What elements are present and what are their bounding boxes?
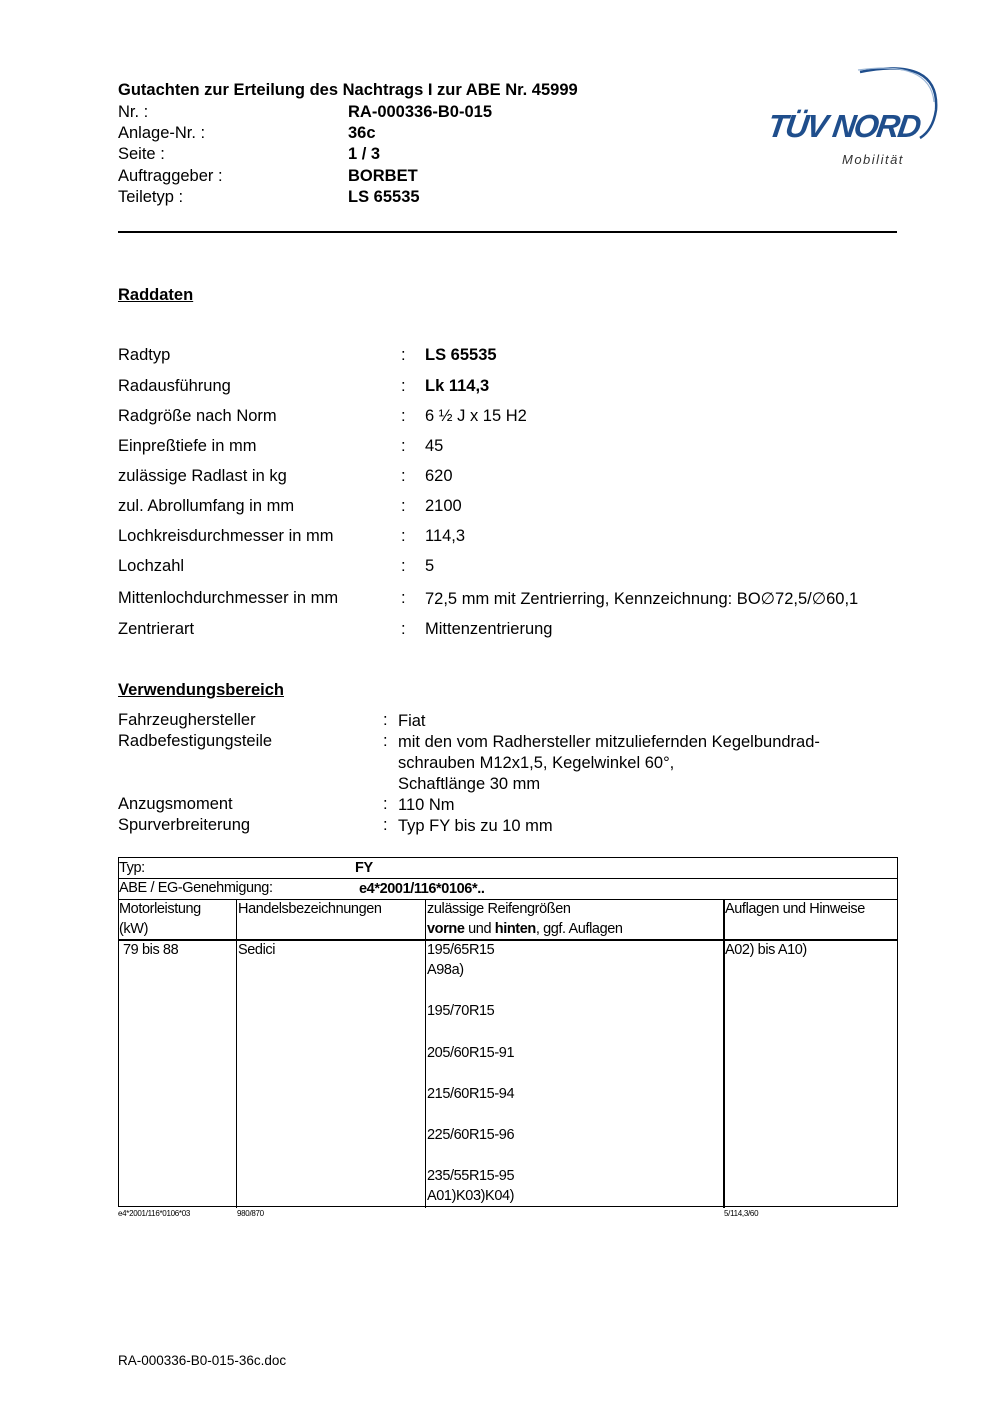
zentrierart-label: Zentrierart [118,620,195,638]
radausfuehrung-label: Radausführung [118,377,231,395]
tyre-note: A98a) [427,962,464,978]
radtyp-label: Radtyp [118,346,171,364]
document-filename: RA-000336-B0-015-36c.doc [118,1353,287,1368]
tyre-size: 215/60R15-94 [427,1086,515,1102]
radbefestigung-label: Radbefestigungsteile [118,732,273,750]
tuv-nord-logo: TÜV NORD [765,108,922,144]
header-motorleistung-unit: (kW) [119,921,148,937]
header-auflagen-hinweise: Auflagen und Hinweise [725,901,865,917]
colon: : [383,732,388,750]
radbefestigung-line-2: schrauben M12x1,5, Kegelwinkel 60°, [398,754,675,772]
header-reifengroessen-sub [427,921,623,937]
radbefestigung-line-3: Schaftlänge 30 mm [398,775,541,793]
abrollumfang-label: zul. Abrollumfang in mm [118,497,295,515]
table-divider [119,878,897,879]
radtyp-value: LS 65535 [425,346,497,364]
document-title: Gutachten zur Erteilung des Nachtrags I zur ABE Nr. 45999 [118,81,578,99]
abe-label: ABE / EG-Genehmigung: [119,880,273,896]
footer-approval-code: e4*2001/116*0106*03 [118,1209,191,1218]
auflagen-value: A02) bis A10) [725,942,807,958]
fahrzeughersteller-label: Fahrzeughersteller [118,711,256,729]
handelsbezeichnung-value: Sedici [238,942,276,958]
footer-bolt-pattern-code: 5/114,3/60 [724,1209,759,1218]
colon: : [401,497,406,515]
seite-label: Seite : [118,145,165,163]
zentrierart-value: Mittenzentrierung [425,620,553,638]
header-divider [118,231,897,233]
colon: : [401,527,406,545]
einpresstiefe-value: 45 [425,437,444,455]
lochkreis-value: 114,3 [425,527,466,545]
colon: : [383,816,388,834]
radgroesse-value: 6 ½ J x 15 H2 [425,407,527,425]
tyre-size: 225/60R15-96 [427,1127,515,1143]
anlage-label: Anlage-Nr. : [118,124,206,142]
auftraggeber-value: BORBET [348,167,418,185]
seite-value: 1 / 3 [348,145,381,163]
verwendungsbereich-heading: Verwendungsbereich [118,681,284,699]
colon: : [383,795,388,813]
tyre-size: 235/55R15-95 [427,1168,515,1184]
radgroesse-label: Radgröße nach Norm [118,407,277,425]
header-vorne: vorne [427,921,465,937]
colon: : [401,346,406,364]
tyre-size: 205/60R15-91 [427,1045,515,1061]
header-auflagen-suffix: , ggf. Auflagen [535,921,623,937]
table-column-divider [425,899,426,1208]
teiletyp-label: Teiletyp : [118,188,184,206]
mittenloch-value: 72,5 mm mit Zentrierring, Kennzeichnung: BO∅72,5/∅60,1 [425,590,859,608]
typ-label: Typ: [119,860,145,876]
raddaten-heading: Raddaten [118,286,194,304]
colon: : [401,467,406,485]
radausfuehrung-value: Lk 114,3 [425,377,490,395]
auftraggeber-label: Auftraggeber : [118,167,223,185]
lochkreis-label: Lochkreisdurchmesser in mm [118,527,334,545]
spurverbreiterung-value: Typ FY bis zu 10 mm [398,817,553,835]
typ-value: FY [355,860,373,876]
header-hinten: hinten [494,921,536,937]
tyre-size: 195/65R15 [427,942,495,958]
colon: : [401,557,406,575]
mittenloch-label: Mittenlochdurchmesser in mm [118,589,339,607]
radlast-value: 620 [425,467,453,485]
colon: : [401,377,406,395]
fahrzeughersteller-value: Fiat [398,712,426,730]
einpresstiefe-label: Einpreßtiefe in mm [118,437,257,455]
anzugsmoment-label: Anzugsmoment [118,795,233,813]
colon: : [401,589,406,607]
radlast-label: zulässige Radlast in kg [118,467,287,485]
logo-subtitle: Mobilität [842,152,904,167]
colon: : [401,437,406,455]
lochzahl-value: 5 [425,557,435,575]
nr-label: Nr. : [118,103,149,121]
header-reifengroessen: zulässige Reifengrößen [427,901,571,917]
colon: : [401,620,406,638]
spurverbreiterung-label: Spurverbreiterung [118,816,251,834]
colon: : [401,407,406,425]
tyre-size: 195/70R15 [427,1003,495,1019]
anlage-value: 36c [348,124,376,142]
radbefestigung-line-1: mit den vom Radhersteller mitzuliefernden Kegelbundrad- [398,733,820,751]
table-column-divider [236,899,237,1208]
abe-value: e4*2001/116*0106*.. [359,881,485,897]
footer-load-code: 980/870 [237,1209,264,1218]
nr-value: RA-000336-B0-015 [348,103,492,121]
anzugsmoment-value: 110 Nm [398,796,455,814]
fitment-table [118,857,898,1207]
header-motorleistung: Motorleistung [119,901,201,917]
motor-value: 79 bis 88 [123,942,179,958]
tyre-note: A01)K03)K04) [427,1188,515,1204]
lochzahl-label: Lochzahl [118,557,185,575]
header-und: und [464,921,495,937]
header-handelsbezeichnungen: Handelsbezeichnungen [238,901,382,917]
abrollumfang-value: 2100 [425,497,462,515]
colon: : [383,711,388,729]
teiletyp-value: LS 65535 [348,188,420,206]
